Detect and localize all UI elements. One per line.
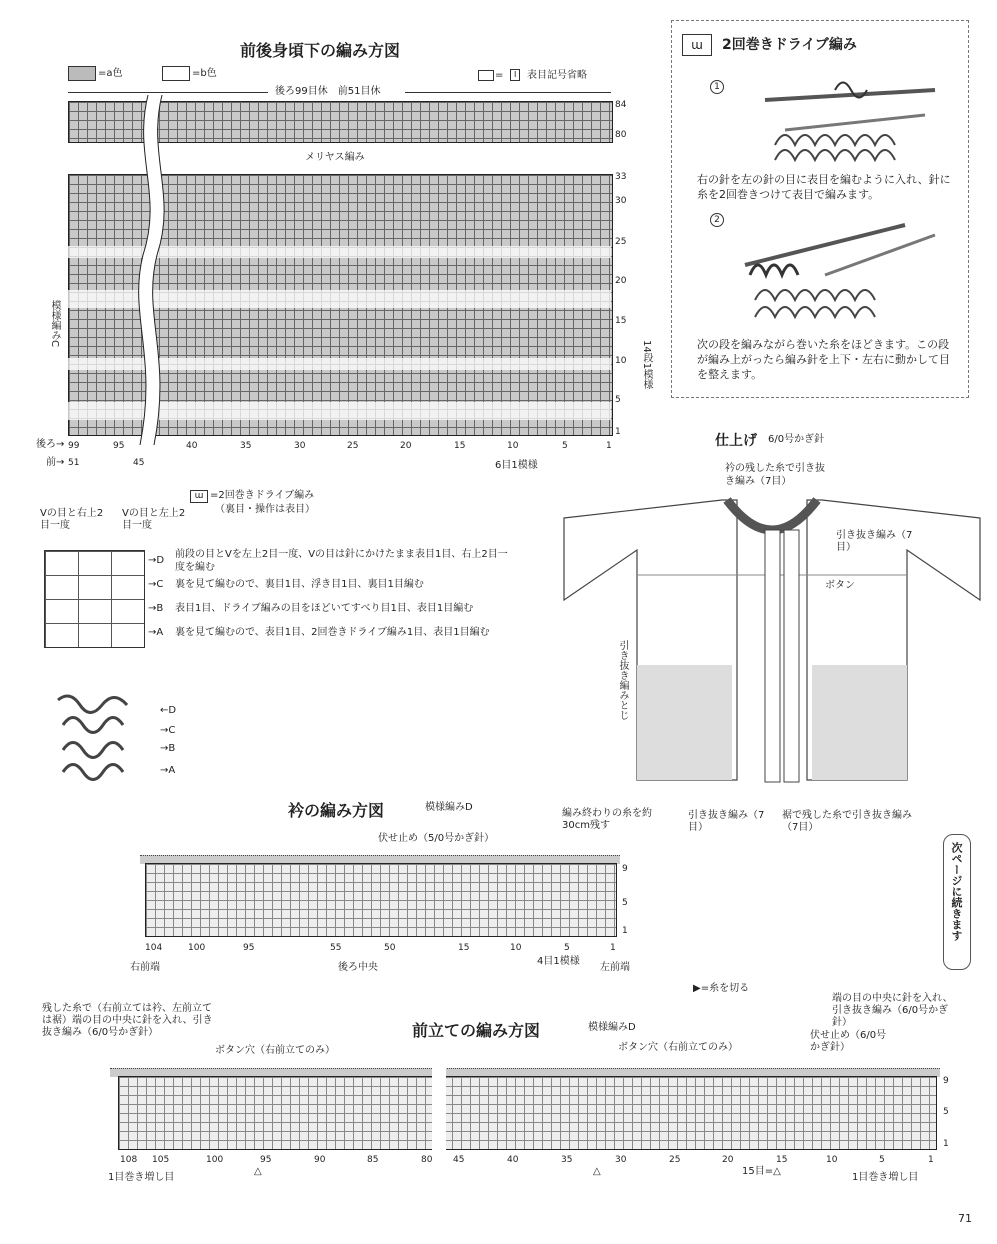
back-st-35: 35: [240, 441, 252, 451]
diagram-row-A: →A: [160, 765, 176, 776]
collar-st-1: 1: [610, 943, 616, 953]
collar-pattern: 模様編みD: [425, 802, 473, 813]
side-seam-label: 引き抜き編みとじ: [617, 640, 628, 720]
step2-circle: 2: [710, 213, 724, 227]
diagram-row-C-letter: C: [168, 725, 176, 736]
back-st-20: 20: [400, 441, 412, 451]
band-fifteen: 15目=△: [742, 1166, 781, 1177]
row-num-30: 30: [615, 196, 627, 206]
buttonhole-right: ボタン穴（右前立てのみ）: [618, 1042, 738, 1053]
drive-key-icon: ɯ: [190, 490, 208, 503]
back-st-15: 15: [454, 441, 466, 451]
back-st-10: 10: [507, 441, 519, 451]
band-st-20: 20: [722, 1155, 734, 1165]
body-chart-title: 前後身頃下の編み方図: [240, 41, 401, 60]
back-st-95: 95: [113, 441, 125, 451]
band-st-5: 5: [879, 1155, 885, 1165]
key-row-B-text: 表目1目、ドライブ編みの目をほどいてすべり目1目、表目1目編む: [175, 603, 474, 614]
finishing-title: 仕上げ: [715, 433, 757, 449]
diagram-row-B-letter: B: [168, 743, 176, 754]
legend-a: =a色: [98, 68, 123, 79]
diagram-row-D-letter: D: [168, 705, 177, 716]
middle-label: メリヤス編み: [305, 152, 365, 163]
band-row-5: 5: [943, 1107, 949, 1117]
stitch-structure-icon: [48, 690, 138, 785]
step1-num: [710, 80, 728, 94]
back-st-99: 99: [68, 441, 80, 451]
collar-yarn-end: 編み終わりの糸を約30cm残す: [562, 808, 652, 831]
back-st-1: 1: [606, 441, 612, 451]
band-st-40: 40: [507, 1155, 519, 1165]
chart-break: [135, 95, 175, 445]
band-row-1: 1: [943, 1139, 949, 1149]
band-grid: [118, 1076, 937, 1150]
legend-b-swatch: [162, 66, 190, 81]
band-st-30: 30: [615, 1155, 627, 1165]
band-st-85: 85: [367, 1155, 379, 1165]
back-label: 後ろ→: [36, 439, 65, 450]
key-row-B-letter: B: [156, 603, 164, 614]
bottom-right-note: 裾で残した糸で引き抜き編み（7目）: [782, 810, 912, 833]
legend-omit-box: I: [510, 69, 520, 81]
collar-st-55: 55: [330, 943, 342, 953]
key-row-D-letter: D: [156, 555, 165, 566]
band-st-25: 25: [669, 1155, 681, 1165]
right-cross-label: Vの目と右上2目一度: [40, 508, 104, 531]
band-st-1: 1: [928, 1155, 934, 1165]
cut-note-text: =糸を切る: [700, 983, 750, 994]
slip-stitch-7: 引き抜き編み（7目）: [836, 530, 913, 553]
collar-bind-off: 伏せ止め（5/0号かぎ針）: [378, 833, 495, 844]
collar-st-104: 104: [145, 943, 163, 953]
step1-illustration-icon: [745, 70, 945, 165]
row-num-25: 25: [615, 237, 627, 247]
diagram-row-D: ←D: [160, 705, 177, 716]
step1-text: 右の針を左の針の目に表目を編むように入れ、針に糸を2回巻きつけて表目で編みます。: [697, 173, 951, 201]
collar-st-100: 100: [188, 943, 206, 953]
top-bracket-right: [405, 92, 611, 93]
left-cross-label: Vの目と左上2目一度: [122, 508, 186, 531]
front-label: 前→: [46, 457, 65, 468]
band-right-increase: 1目巻き増し目: [852, 1172, 919, 1183]
row-num-15: 15: [615, 316, 627, 326]
back-st-40: 40: [186, 441, 198, 451]
collar-grid: [145, 863, 617, 937]
band-st-15: 15: [776, 1155, 788, 1165]
band-st-108: 108: [120, 1155, 138, 1165]
band-bind-off: 伏せ止め（6/0号かぎ針）: [810, 1030, 887, 1053]
band-pattern: 模様編みD: [588, 1022, 636, 1033]
collar-st-50: 50: [384, 943, 396, 953]
back-st-25: 25: [347, 441, 359, 451]
band-st-90: 90: [314, 1155, 326, 1165]
collar-st-15: 15: [458, 943, 470, 953]
collar-row-9: 9: [622, 864, 628, 874]
front-st-45: 45: [133, 458, 145, 468]
collar-st-5: 5: [564, 943, 570, 953]
row-num-20: 20: [615, 276, 627, 286]
band-st-80: 80: [421, 1155, 433, 1165]
symbol-key-grid: [44, 550, 145, 648]
repeat-label: 6目1模様: [495, 460, 538, 471]
band-title: 前立ての編み方図: [412, 1021, 541, 1040]
drive-symbol-icon: ɯ: [682, 34, 712, 56]
band-break: [432, 1060, 446, 1155]
key-row-C-id: →C: [148, 579, 164, 590]
key-row-D-id: →D: [148, 555, 165, 566]
front-st-51: 51: [68, 458, 80, 468]
collar-st-95: 95: [243, 943, 255, 953]
key-row-A-letter: A: [156, 627, 164, 638]
row-num-80: 80: [615, 130, 627, 140]
legend-b: =b色: [192, 68, 217, 79]
band-st-45: 45: [453, 1155, 465, 1165]
drive-key-note: （裏目・操作は表目）: [215, 504, 315, 515]
drive-stitch-title: 2回巻きドライブ編み: [722, 37, 857, 53]
band-st-35: 35: [561, 1155, 573, 1165]
legend-omit-eq: =: [495, 70, 504, 81]
band-right-note: 端の目の中央に針を入れ、引き抜き編み（6/0号かぎ針）: [832, 993, 953, 1028]
collar-row-1: 1: [622, 926, 628, 936]
diagram-row-B: →B: [160, 743, 176, 754]
button-label: ボタン: [825, 580, 855, 591]
bottom-left-note: 引き抜き編み（7目）: [688, 810, 765, 833]
key-row-A-id: →A: [148, 627, 164, 638]
collar-st-10: 10: [510, 943, 522, 953]
drive-key-label: =2回巻きドライブ編み: [210, 490, 315, 501]
step2-num: [710, 213, 728, 227]
legend-omit-text: 表目記号省略: [527, 70, 587, 81]
row-num-84: 84: [615, 100, 627, 110]
row-num-1: 1: [615, 427, 621, 437]
back-st-30: 30: [294, 441, 306, 451]
finishing-hook: 6/0号かぎ針: [768, 434, 825, 445]
band-st-105: 105: [152, 1155, 170, 1165]
collar-center: 後ろ中央: [338, 962, 378, 973]
band-triangle-right: △: [593, 1166, 601, 1177]
key-row-C-text: 裏を見て編むので、裏目1目、浮き目1目、裏目1目編む: [175, 579, 424, 590]
top-label: 後ろ99目休 前51目休: [275, 86, 381, 97]
step2-text: 次の段を編みながら巻いた糸をほどきます。この段が編み上がったら編み針を上下・左右に動かして目を整えます。: [697, 338, 950, 381]
key-row-B-id: →B: [148, 603, 164, 614]
band-triangle-left: △: [254, 1166, 262, 1177]
page-number: 71: [958, 1212, 972, 1225]
collar-left-end: 右前端: [130, 962, 160, 973]
back-st-5: 5: [562, 441, 568, 451]
side-label: 模様編みC: [49, 300, 60, 347]
buttonhole-left: ボタン穴（右前立てのみ）: [215, 1045, 335, 1056]
collar-row-5: 5: [622, 898, 628, 908]
cut-note: ▶=糸を切る: [693, 983, 750, 994]
row-num-10: 10: [615, 356, 627, 366]
collar-title: 衿の編み方図: [288, 801, 385, 820]
row-num-5: 5: [615, 395, 621, 405]
legend-a-swatch: [68, 66, 96, 81]
legend-omit-swatch: [478, 70, 494, 81]
collar-right-end: 左前端: [600, 962, 630, 973]
band-row-9: 9: [943, 1076, 949, 1086]
band-st-100: 100: [206, 1155, 224, 1165]
continue-text: 次ページに続きます: [950, 842, 963, 941]
top-bracket-left: [68, 92, 268, 93]
right-repeat-label: 14段1模様: [641, 340, 652, 390]
key-row-D-text: 前段の目とVを左上2目一度、Vの目は針にかけたまま表目1目、右上2目一度を編む: [175, 549, 508, 573]
key-row-C-letter: C: [156, 579, 164, 590]
collar-repeat: 4目1模様: [537, 956, 580, 967]
band-left-note: 残した糸で（右前立ては衿、左前立ては裾）端の目の中央に針を入れ、引き抜き編み（6/0号かぎ針）: [42, 1003, 213, 1038]
diagram-row-A-letter: A: [168, 765, 176, 776]
diagram-row-C: →C: [160, 725, 176, 736]
band-st-10: 10: [826, 1155, 838, 1165]
row-num-33: 33: [615, 172, 627, 182]
collar-note: 衿の残した糸で引き抜き編み（7目）: [725, 463, 825, 487]
band-st-95: 95: [260, 1155, 272, 1165]
step2-illustration-icon: [735, 215, 945, 325]
band-left-increase: 1目巻き増し目: [108, 1172, 175, 1183]
step1-circle: 1: [710, 80, 724, 94]
key-row-A-text: 裏を見て編むので、表目1目、2回巻きドライブ編み1目、表目1目編む: [175, 627, 490, 638]
